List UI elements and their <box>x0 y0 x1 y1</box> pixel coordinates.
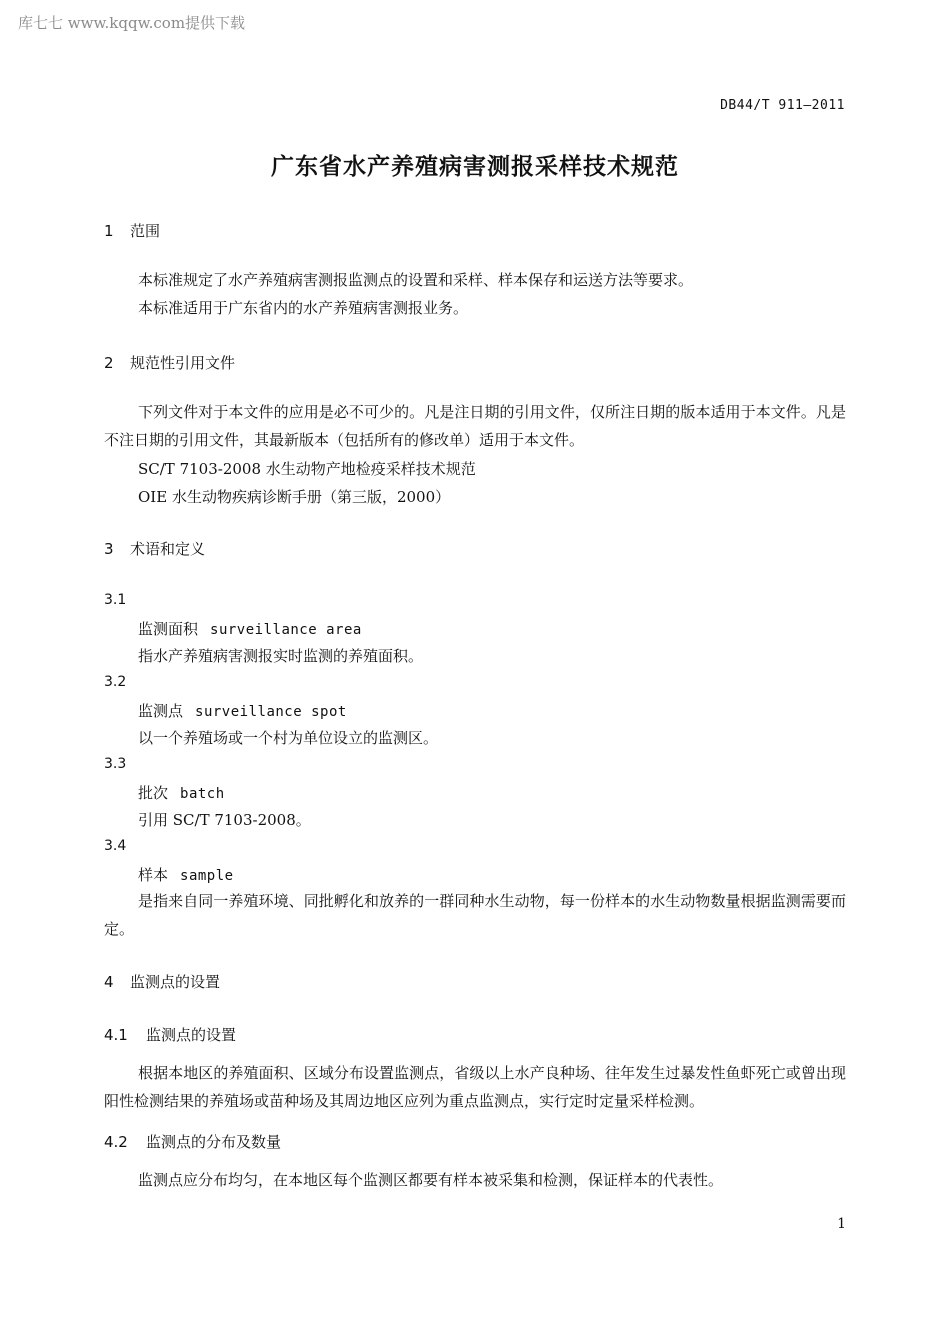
watermark: 库七七 www.kqqw.com提供下载 <box>18 14 246 32</box>
term-3-2-heading <box>138 700 347 721</box>
subsection-title: 监测点的设置 <box>146 1026 237 1044</box>
term-en: surveillance spot <box>195 704 347 720</box>
term-zh: 样本 <box>138 866 169 884</box>
section-number: 3 <box>104 540 114 558</box>
term-zh: 批次 <box>138 784 169 802</box>
document-number: DB44/T 911—2011 <box>720 98 845 113</box>
term-en: batch <box>180 786 225 802</box>
section-4-1-paragraph: 根据本地区的养殖面积、区域分布设置监测点，省级以上水产良种场、往年发生过暴发性鱼虾死亡或曾出现阳性检测结果的养殖场或苗种场及其周边地区应列为重点监测点，实行定时定量采样检测。 <box>104 1064 846 1110</box>
term-en: surveillance area <box>210 622 362 638</box>
section-title: 范围 <box>130 222 161 240</box>
section-4-2-paragraph: 监测点应分布均匀，在本地区每个监测区都要有样本被采集和检测，保证样本的代表性。 <box>138 1171 724 1189</box>
term-3-1-definition: 指水产养殖病害测报实时监测的养殖面积。 <box>138 647 424 665</box>
term-3-3-heading <box>138 782 225 803</box>
section-1-paragraph-1: 本标准规定了水产养殖病害测报监测点的设置和采样、样本保存和运送方法等要求。 <box>138 271 694 289</box>
reference-2: OIE 水生动物疾病诊断手册（第三版，2000） <box>138 488 451 506</box>
subsection-title: 监测点的分布及数量 <box>146 1133 282 1151</box>
subsection-number: 4.1 <box>104 1026 128 1044</box>
term-3-2-definition: 以一个养殖场或一个村为单位设立的监测区。 <box>138 729 439 747</box>
subsection-number: 4.2 <box>104 1133 128 1151</box>
section-4-1-heading <box>104 1024 236 1045</box>
page-number: 1 <box>837 1216 846 1232</box>
section-title: 监测点的设置 <box>130 973 221 991</box>
term-3-3-definition: 引用 SC/T 7103-2008。 <box>138 811 311 829</box>
section-title: 术语和定义 <box>130 540 206 558</box>
section-1-heading <box>104 220 160 241</box>
term-en: sample <box>180 868 234 884</box>
section-3-heading <box>104 538 205 559</box>
document-title: 广东省水产养殖病害测报采样技术规范 <box>271 154 679 180</box>
term-3-4-heading <box>138 864 234 885</box>
section-2-heading <box>104 352 235 373</box>
term-zh: 监测面积 <box>138 620 199 638</box>
section-4-heading <box>104 971 220 992</box>
section-4-2-heading <box>104 1131 281 1152</box>
section-1-paragraph-2: 本标准适用于广东省内的水产养殖病害测报业务。 <box>138 299 469 317</box>
term-3-2-number: 3.2 <box>104 674 127 690</box>
reference-1: SC/T 7103-2008 水生动物产地检疫采样技术规范 <box>138 460 476 478</box>
section-number: 2 <box>104 354 114 372</box>
term-3-1-heading <box>138 618 362 639</box>
term-zh: 监测点 <box>138 702 184 720</box>
section-title: 规范性引用文件 <box>130 354 236 372</box>
term-3-4-definition: 是指来自同一养殖环境、同批孵化和放养的一群同种水生动物，每一份样本的水生动物数量根据监测需要而定。 <box>104 892 846 938</box>
section-2-paragraph-1: 下列文件对于本文件的应用是必不可少的。凡是注日期的引用文件，仅所注日期的版本适用于本文件。凡是不注日期的引用文件，其最新版本（包括所有的修改单）适用于本文件。 <box>104 403 846 449</box>
section-number: 4 <box>104 973 114 991</box>
term-3-1-number: 3.1 <box>104 592 127 608</box>
term-3-4-number: 3.4 <box>104 838 127 854</box>
section-number: 1 <box>104 222 114 240</box>
term-3-3-number: 3.3 <box>104 756 127 772</box>
